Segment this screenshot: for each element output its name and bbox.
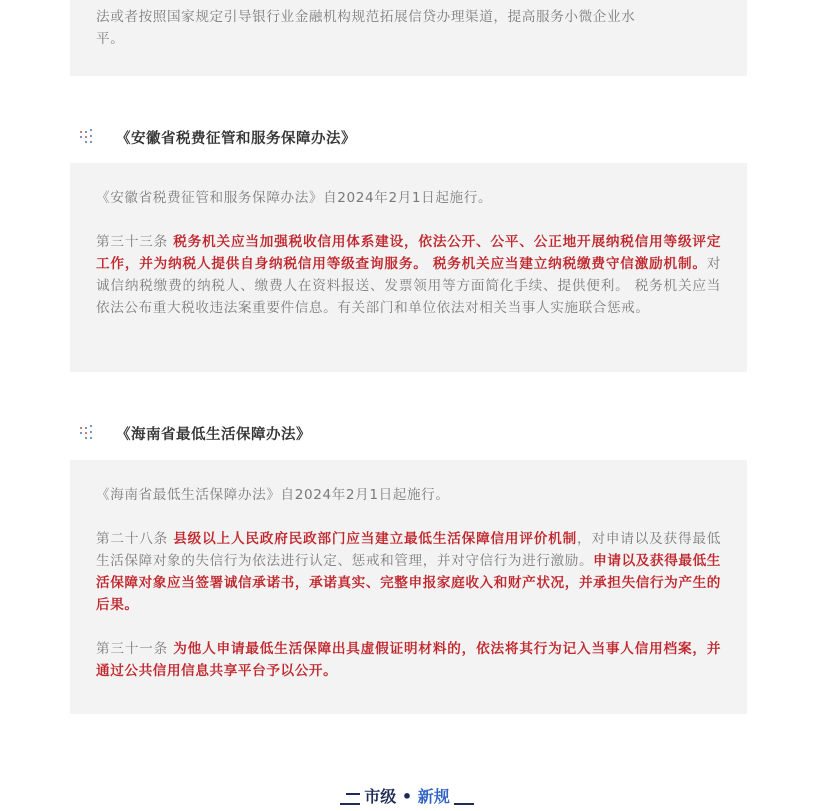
heading-right: 新规 <box>417 786 450 806</box>
section-title-anhui <box>80 126 356 148</box>
anhui-text-box <box>70 163 747 372</box>
hainan-article-28 <box>96 528 721 616</box>
section-title-hainan <box>80 422 311 444</box>
highlight-text: 税务机关应当建立纳税缴费守信激励机制。 <box>432 256 707 272</box>
highlight-text: 税务机关应当加强税收信用体系建设，依法公开、公平、公正地开展纳税信用等级评定工作，并为纳税人提供自身纳税信用等级查询服务。 <box>96 234 722 272</box>
hainan-effective-date: 《海南省最低生活保障办法》自2024年2月1日起施行。 <box>96 487 450 503</box>
article-number: 第三十三条 <box>96 234 169 250</box>
section-title-text: 《海南省最低生活保障办法》 <box>116 426 311 443</box>
heading-label <box>360 784 453 807</box>
heading-left: 市级 <box>364 786 397 806</box>
article-number: 第三十一条 <box>96 641 169 657</box>
anhui-article-33 <box>96 231 721 319</box>
intro-text-box <box>70 0 747 76</box>
city-new-rules-heading <box>340 783 474 807</box>
highlight-text: 申请以及获得最低生活保障对象应当签署诚信承诺书，承诺真实、完整申报家庭收入和财产状况，并承担失信行为产生的后果。 <box>96 553 722 613</box>
dot-grid-icon <box>80 129 96 145</box>
anhui-effective-date: 《安徽省税费征管和服务保障办法》自2024年2月1日起施行。 <box>96 190 493 206</box>
intro-line-1: 法或者按照国家规定引导银行业金融机构规范拓展信贷办理渠道，提高服务小微企业水 <box>96 9 636 25</box>
hainan-article-31 <box>96 638 721 682</box>
hainan-text-box <box>70 460 747 714</box>
article-body: ，对申请以及获得最低生活保障对象的失信行为依法进行认定、惩戒和管理，并对守信行为进行激励。 <box>96 531 722 569</box>
intro-line-2: 平。 <box>96 31 125 47</box>
article-number: 第二十八条 <box>96 531 169 547</box>
highlight-text: 县级以上人民政府民政部门应当建立最低生活保障信用评价机制 <box>173 531 578 547</box>
dot-grid-icon <box>80 425 96 441</box>
article-body: 对诚信纳税缴费的纳税人、缴费人在资料报送、发票领用等方面简化手续、提供便利。 税务机关应当依法公布重大税收违法案重要件信息。有关部门和单位依法对相关当事人实施联合惩戒。 <box>96 256 721 316</box>
section-title-text: 《安徽省税费征管和服务保障办法》 <box>116 130 356 147</box>
heading-dot: • <box>396 786 418 806</box>
highlight-text: 为他人申请最低生活保障出具虚假证明材料的，依法将其行为记入当事人信用档案，并通过公共信用信息共享平台予以公开。 <box>96 641 722 679</box>
